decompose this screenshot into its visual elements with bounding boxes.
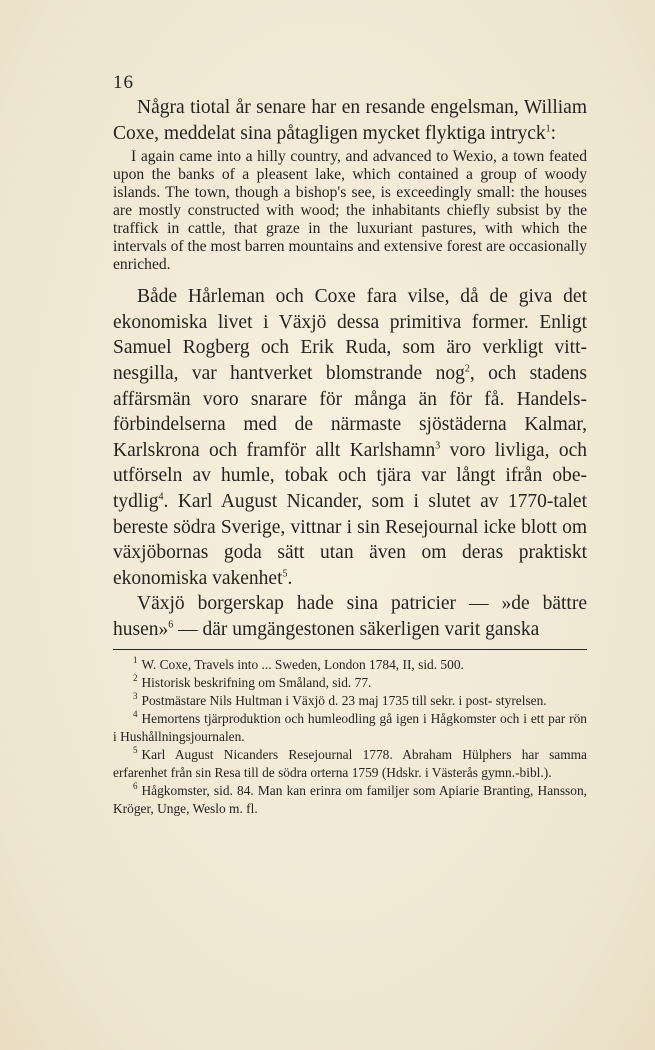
footnote-mark: 2 [133,673,138,684]
footnote-text: Hemortens tjärproduktion och humleodling gå igen i Hågkomster och i ett par rön i Hushållningsjournalen. [113,710,587,744]
intro-paragraph [113,95,587,146]
page-number: 16 [113,72,134,93]
footnote-divider [113,649,587,650]
footnote-text: Historisk beskrifning om Småland, sid. 77. [141,674,372,690]
footnote-ref-5: 5 [282,568,288,580]
footnotes [113,656,587,818]
footnote [113,674,587,692]
footnote [113,656,587,674]
para2-text-4: . Karl August Nicander, som i slutet av 1770-talet bereste södra Sverige, vittnar i sin Resejournal icke blott om växjöbornas goda sätt utan även om deras praktiskt ekonomiska vakenhet [113,490,587,589]
para2-text-1: Både Hårleman och Coxe fara vilse, då de giva det ekonomiska livet i Växjö dessa primitiva former. Enligt Samuel Rogberg och Erik Ruda, som äro verkligt vitt- nesgilla, var hantverket blomstrande nog [113,286,587,384]
para3-text-1: Växjö borgerskap hade sina patricier — »de bättre husen» [113,593,587,640]
footnote-ref-2: 2 [464,363,470,375]
footnote [113,710,587,746]
footnote-text: Karl August Nicanders Resejournal 1778. Abraham Hülphers har samma erfarenhet från sin Resa till de södra orterna 1759 (Hdskr. i Västerås gymn.-bibl.). [113,746,587,780]
para2-text-3: voro livliga, och utförseln av humle, tobak och tjära var långt ifrån obe- tydlig [113,439,587,512]
footnote-ref-4: 4 [158,491,164,503]
para3-text-2: — där umgängestonen säkerligen varit ganska [173,618,540,640]
footnote [113,692,587,710]
paragraph-economy [113,284,587,591]
paragraph-patricians [113,591,587,642]
footnote [113,782,587,818]
footnote-ref-6: 6 [168,619,174,631]
footnote-mark: 4 [133,709,138,720]
footnote-mark: 5 [133,745,138,756]
page-content [113,95,587,818]
para2-text-5: . [287,567,293,589]
block-quote: I again came into a hilly country, and advanced to Wexio, a town feated upon the banks of a pleasent lake, which contained a group of woody islands. The town, though a bishop's see, is exceedingly small: the houses are mostly constructed with wood; the inhabitants chiefly subsist by the traffick in cattle, that graze in the luxuriant pastures, with which the intervals of the most barren mountains and extensive forest are occasionally enriched. [113,148,587,274]
para2-text-2: , och stadens affärsmän voro snarare för många än för få. Handels- förbindelserna med de närmaste sjöstäderna Kalmar, Karlskrona och framför allt Karlshamn [113,362,587,461]
intro-text: Några tiotal år senare har en resande engelsman, William Coxe, meddelat sina påtagligen mycket flyktiga intryck [113,97,587,144]
footnote-ref-1: 1 [545,123,551,135]
footnote-ref-3: 3 [435,440,441,452]
footnote-text: W. Coxe, Travels into ... Sweden, London 1784, II, sid. 500. [141,656,464,672]
footnote [113,746,587,782]
intro-colon: : [550,122,557,144]
footnote-mark: 6 [133,781,138,792]
footnote-text: Hågkomster, sid. 84. Man kan erinra om familjer som Apiarie Branting, Hansson, Kröger, Unge, Weslo m. fl. [113,782,587,816]
footnote-mark: 1 [133,655,138,666]
footnote-text: Postmästare Nils Hultman i Växjö d. 23 maj 1735 till sekr. i post- styrelsen. [141,692,547,708]
footnote-mark: 3 [133,691,138,702]
